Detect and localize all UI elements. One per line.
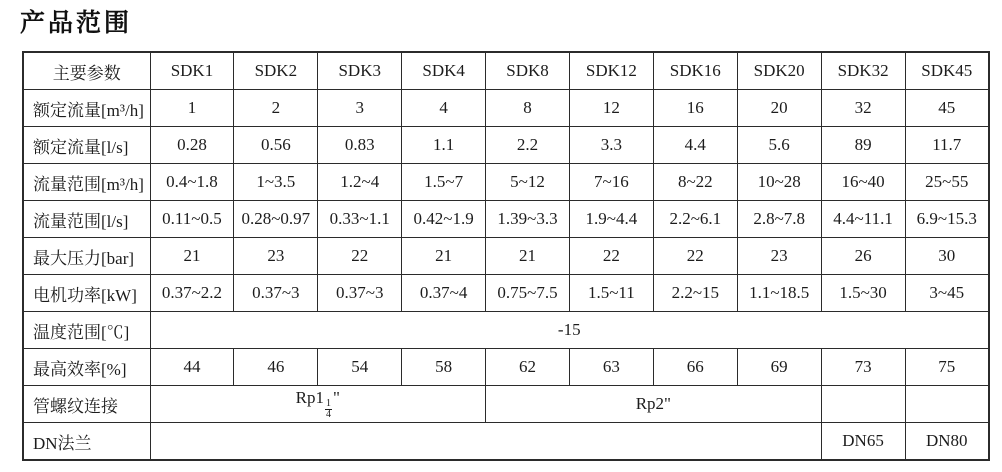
table-cell: 0.37~3 (318, 275, 402, 312)
table-cell: 1.39~3.3 (486, 201, 570, 238)
table-cell: DN65 (821, 423, 905, 461)
row-label: 最大压力[bar] (23, 238, 150, 275)
stacked-fraction (325, 399, 332, 421)
table-cell: 5~12 (486, 164, 570, 201)
header-sdk20: SDK20 (737, 52, 821, 90)
header-sdk1: SDK1 (150, 52, 234, 90)
fraction-numerator: 1 (325, 397, 331, 409)
table-cell: 4 (402, 90, 486, 127)
table-cell (905, 386, 989, 423)
table-cell: 0.28~0.97 (234, 201, 318, 238)
table-cell: 3 (318, 90, 402, 127)
table-cell: 69 (737, 349, 821, 386)
fraction-prefix: Rp1 (295, 387, 324, 407)
table-cell: 1.5~30 (821, 275, 905, 312)
table-cell: 2.8~7.8 (737, 201, 821, 238)
table-row (23, 164, 989, 201)
table-cell: 63 (569, 349, 653, 386)
table-cell: 7~16 (569, 164, 653, 201)
table-cell: 0.56 (234, 127, 318, 164)
table-cell: 2 (234, 90, 318, 127)
table-row (23, 275, 989, 312)
table-cell: 22 (653, 238, 737, 275)
page-title: 产品范围 (20, 9, 133, 37)
table-cell: 0.4~1.8 (150, 164, 234, 201)
table-cell: 62 (486, 349, 570, 386)
table-row (23, 349, 989, 386)
table-cell: 66 (653, 349, 737, 386)
row-label: 最高效率[%] (23, 349, 150, 386)
header-sdk8: SDK8 (486, 52, 570, 90)
table-cell: 0.37~4 (402, 275, 486, 312)
table-row (23, 201, 989, 238)
table-cell: 1.5~7 (402, 164, 486, 201)
table-cell: 25~55 (905, 164, 989, 201)
fraction-denominator: 4 (325, 409, 331, 420)
table-cell: 1.5~11 (569, 275, 653, 312)
row-label: 电机功率[kW] (23, 275, 150, 312)
table-cell: 0.28 (150, 127, 234, 164)
table-cell: 58 (402, 349, 486, 386)
table-cell (821, 386, 905, 423)
table-cell: 2.2~15 (653, 275, 737, 312)
table-cell: DN80 (905, 423, 989, 461)
table-cell: 6.9~15.3 (905, 201, 989, 238)
fraction-suffix: " (332, 387, 340, 407)
table-cell (150, 386, 486, 423)
table-cell: 21 (150, 238, 234, 275)
table-row (23, 90, 989, 127)
table-cell: 0.42~1.9 (402, 201, 486, 238)
table-cell: 21 (402, 238, 486, 275)
table-cell: 21 (486, 238, 570, 275)
table-cell: 10~28 (737, 164, 821, 201)
table-cell: -15 (150, 312, 989, 349)
table-cell: 89 (821, 127, 905, 164)
table-header-row (23, 52, 989, 90)
table-cell: 5.6 (737, 127, 821, 164)
table-cell: 8~22 (653, 164, 737, 201)
table-row (23, 238, 989, 275)
table-cell: 0.33~1.1 (318, 201, 402, 238)
header-sdk45: SDK45 (905, 52, 989, 90)
row-label: 流量范围[l/s] (23, 201, 150, 238)
table-cell: 4.4~11.1 (821, 201, 905, 238)
table-cell: 54 (318, 349, 402, 386)
table-cell: 4.4 (653, 127, 737, 164)
table-cell: 11.7 (905, 127, 989, 164)
table-row (23, 127, 989, 164)
row-label: DN法兰 (23, 423, 150, 461)
header-main-params: 主要参数 (23, 52, 150, 90)
table-cell: 2.2 (486, 127, 570, 164)
table-cell: 23 (737, 238, 821, 275)
table-cell: 1.1~18.5 (737, 275, 821, 312)
table-cell: 32 (821, 90, 905, 127)
row-label: 管螺纹连接 (23, 386, 150, 423)
table-cell (150, 423, 821, 461)
header-sdk3: SDK3 (318, 52, 402, 90)
row-label: 温度范围[℃] (23, 312, 150, 349)
table-cell: 30 (905, 238, 989, 275)
table-cell: 22 (318, 238, 402, 275)
table-cell: 0.11~0.5 (150, 201, 234, 238)
table-cell: 1~3.5 (234, 164, 318, 201)
header-sdk16: SDK16 (653, 52, 737, 90)
table-row (23, 386, 989, 423)
table-cell: 22 (569, 238, 653, 275)
row-label: 流量范围[m³/h] (23, 164, 150, 201)
table-cell: 0.37~2.2 (150, 275, 234, 312)
table-row (23, 312, 989, 349)
header-sdk2: SDK2 (234, 52, 318, 90)
table-cell: 1.1 (402, 127, 486, 164)
table-cell: 16 (653, 90, 737, 127)
table-cell: 0.37~3 (234, 275, 318, 312)
header-sdk12: SDK12 (569, 52, 653, 90)
table-cell: 1.9~4.4 (569, 201, 653, 238)
header-sdk4: SDK4 (402, 52, 486, 90)
table-cell: 0.75~7.5 (486, 275, 570, 312)
table-cell: 12 (569, 90, 653, 127)
table-cell: 1 (150, 90, 234, 127)
table-cell: 75 (905, 349, 989, 386)
table-cell: 16~40 (821, 164, 905, 201)
table-cell: 1.2~4 (318, 164, 402, 201)
row-label: 额定流量[l/s] (23, 127, 150, 164)
table-cell: 0.83 (318, 127, 402, 164)
product-range-table (22, 51, 990, 461)
table-cell: 8 (486, 90, 570, 127)
table-cell: 23 (234, 238, 318, 275)
table-cell: Rp2" (486, 386, 822, 423)
table-cell: 3.3 (569, 127, 653, 164)
row-label: 额定流量[m³/h] (23, 90, 150, 127)
table-row (23, 423, 989, 461)
table-cell: 45 (905, 90, 989, 127)
table-cell: 46 (234, 349, 318, 386)
header-sdk32: SDK32 (821, 52, 905, 90)
table-body (23, 90, 989, 461)
table-cell: 26 (821, 238, 905, 275)
table-cell: 73 (821, 349, 905, 386)
table-cell: 3~45 (905, 275, 989, 312)
table-cell: 44 (150, 349, 234, 386)
table-cell: 2.2~6.1 (653, 201, 737, 238)
table-cell: 20 (737, 90, 821, 127)
